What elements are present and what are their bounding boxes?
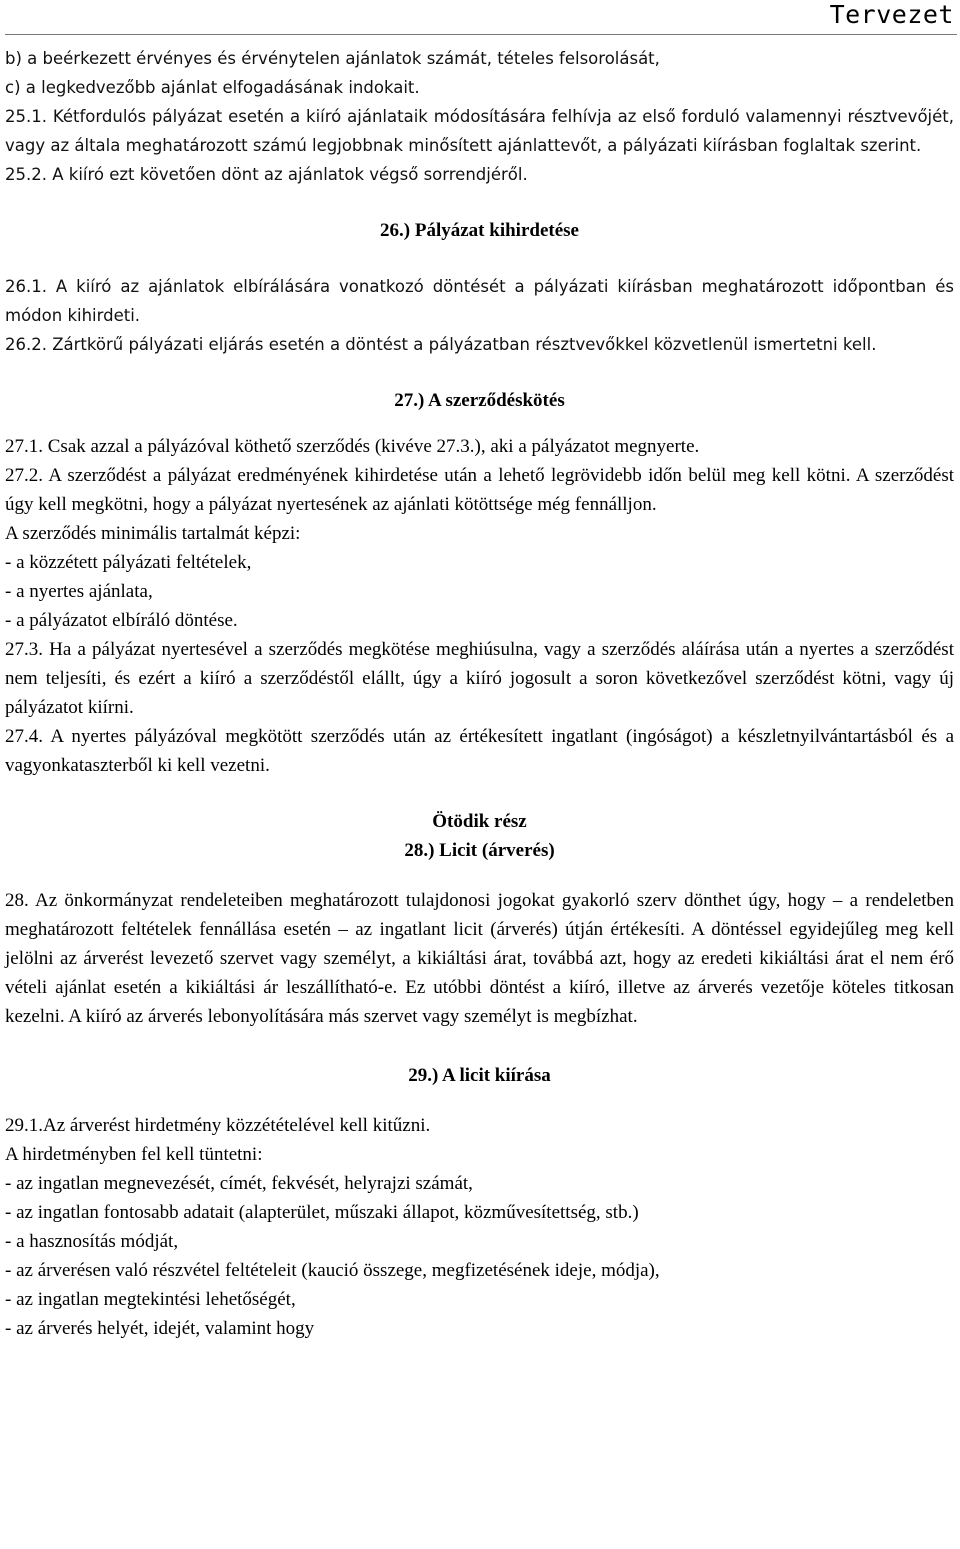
section-heading-27: 27.) A szerződéskötés bbox=[394, 390, 565, 411]
paragraph-27-2: 27.2. A szerződést a pályázat eredményének kihirdetése után a lehető legrövidebb időn belül meg kell kötni. A szerződést úgy kell megkötni, hogy a pályázat nyertesének az ajánlati kötöttsége még fennálljon. bbox=[5, 465, 954, 515]
list-item: - az ingatlan megtekintési lehetőségét, bbox=[5, 1289, 296, 1310]
minimum-content-intro: A szerződés minimális tartalmát képzi: bbox=[5, 523, 301, 544]
part-heading: Ötödik rész bbox=[432, 811, 527, 832]
paragraph-28: 28. Az önkormányzat rendeleteiben meghatározott tulajdonosi jogokat gyakorló szerv dönthet úgy, hogy – a rendeletben meghatározott feltételek fennállása esetén – az ingatlant licit (árverés) útján értékesíti. A döntéssel egyidejűleg meg kell jelölni az árverést levezető szervet vagy személyt, a kikiáltási árat, továbbá azt, hogy az eredeti kikiáltási árat el nem érő vételi ajánlat esetén a kikiáltási ár leszállítható-e. Ez utóbbi döntést a kiíró, illetve az árverés vezetője köteles titkosan kezelni. A kiíró az árverés lebonyolítására más szervet vagy személyt is megbízhat. bbox=[5, 890, 954, 1027]
list-item: - az ingatlan fontosabb adatait (alapterület, műszaki állapot, közművesítettség, stb.) bbox=[5, 1202, 639, 1223]
paragraph-c: c) a legkedvezőbb ajánlat elfogadásának indokait. bbox=[5, 78, 420, 97]
paragraph-27-3: 27.3. Ha a pályázat nyertesével a szerződés megkötése meghiúsulna, vagy a szerződés aláírása után a nyertes a szerződést nem teljesíti, és ezért a kiíró a szerződéstől elállt, úgy a kiíró jogosult a soron következővel szerződést kötni, vagy új pályázatot kiírni. bbox=[5, 639, 954, 718]
draft-label: Tervezet bbox=[829, 0, 954, 29]
list-item: - a pályázatot elbíráló döntése. bbox=[5, 610, 238, 631]
section-heading-28: 28.) Licit (árverés) bbox=[404, 840, 555, 861]
document-body bbox=[5, 44, 954, 1343]
list-item: - a hasznosítás módját, bbox=[5, 1231, 179, 1252]
list-item: - az árverésen való részvétel feltételeit (kaució összege, megfizetésének ideje, módja), bbox=[5, 1260, 660, 1281]
paragraph-b: b) a beérkezett érvényes és érvénytelen ajánlatok számát, tételes felsorolását, bbox=[5, 49, 660, 68]
header-divider bbox=[5, 34, 957, 35]
list-item: - a nyertes ajánlata, bbox=[5, 581, 153, 602]
section-heading-29: 29.) A licit kiírása bbox=[408, 1065, 551, 1086]
paragraph-26-1: 26.1. A kiíró az ajánlatok elbírálására vonatkozó döntését a pályázati kiírásban meghatározott időpontban és módon kihirdeti. bbox=[5, 277, 954, 325]
paragraph-25-2: 25.2. A kiíró ezt követően dönt az ajánlatok végső sorrendjéről. bbox=[5, 165, 528, 184]
paragraph-26-2: 26.2. Zártkörű pályázati eljárás esetén a döntést a pályázatban résztvevőkkel közvetlenül ismertetni kell. bbox=[5, 335, 877, 354]
paragraph-27-1: 27.1. Csak azzal a pályázóval köthető szerződés (kivéve 27.3.), aki a pályázatot megnyerte. bbox=[5, 436, 700, 457]
list-item: - az ingatlan megnevezését, címét, fekvését, helyrajzi számát, bbox=[5, 1173, 473, 1194]
paragraph-25-1: 25.1. Kétfordulós pályázat esetén a kiíró ajánlataik módosítására felhívja az első forduló valamennyi résztvevőjét, vagy az általa meghatározott számú legjobbnak minősített ajánlattevőt, a pályázati kiírásban foglaltak szerint. bbox=[5, 107, 954, 155]
section-heading-26: 26.) Pályázat kihirdetése bbox=[380, 220, 579, 241]
paragraph-29-1: 29.1.Az árverést hirdetmény közzétételével kell kitűzni. bbox=[5, 1115, 431, 1136]
list-item: - az árverés helyét, idejét, valamint hogy bbox=[5, 1318, 315, 1339]
paragraph-27-4: 27.4. A nyertes pályázóval megkötött szerződés után az értékesített ingatlant (ingóságot) a készletnyilvántartásból és a vagyonkataszterből ki kell vezetni. bbox=[5, 726, 954, 776]
announcement-intro: A hirdetményben fel kell tüntetni: bbox=[5, 1144, 263, 1165]
list-item: - a közzétett pályázati feltételek, bbox=[5, 552, 252, 573]
